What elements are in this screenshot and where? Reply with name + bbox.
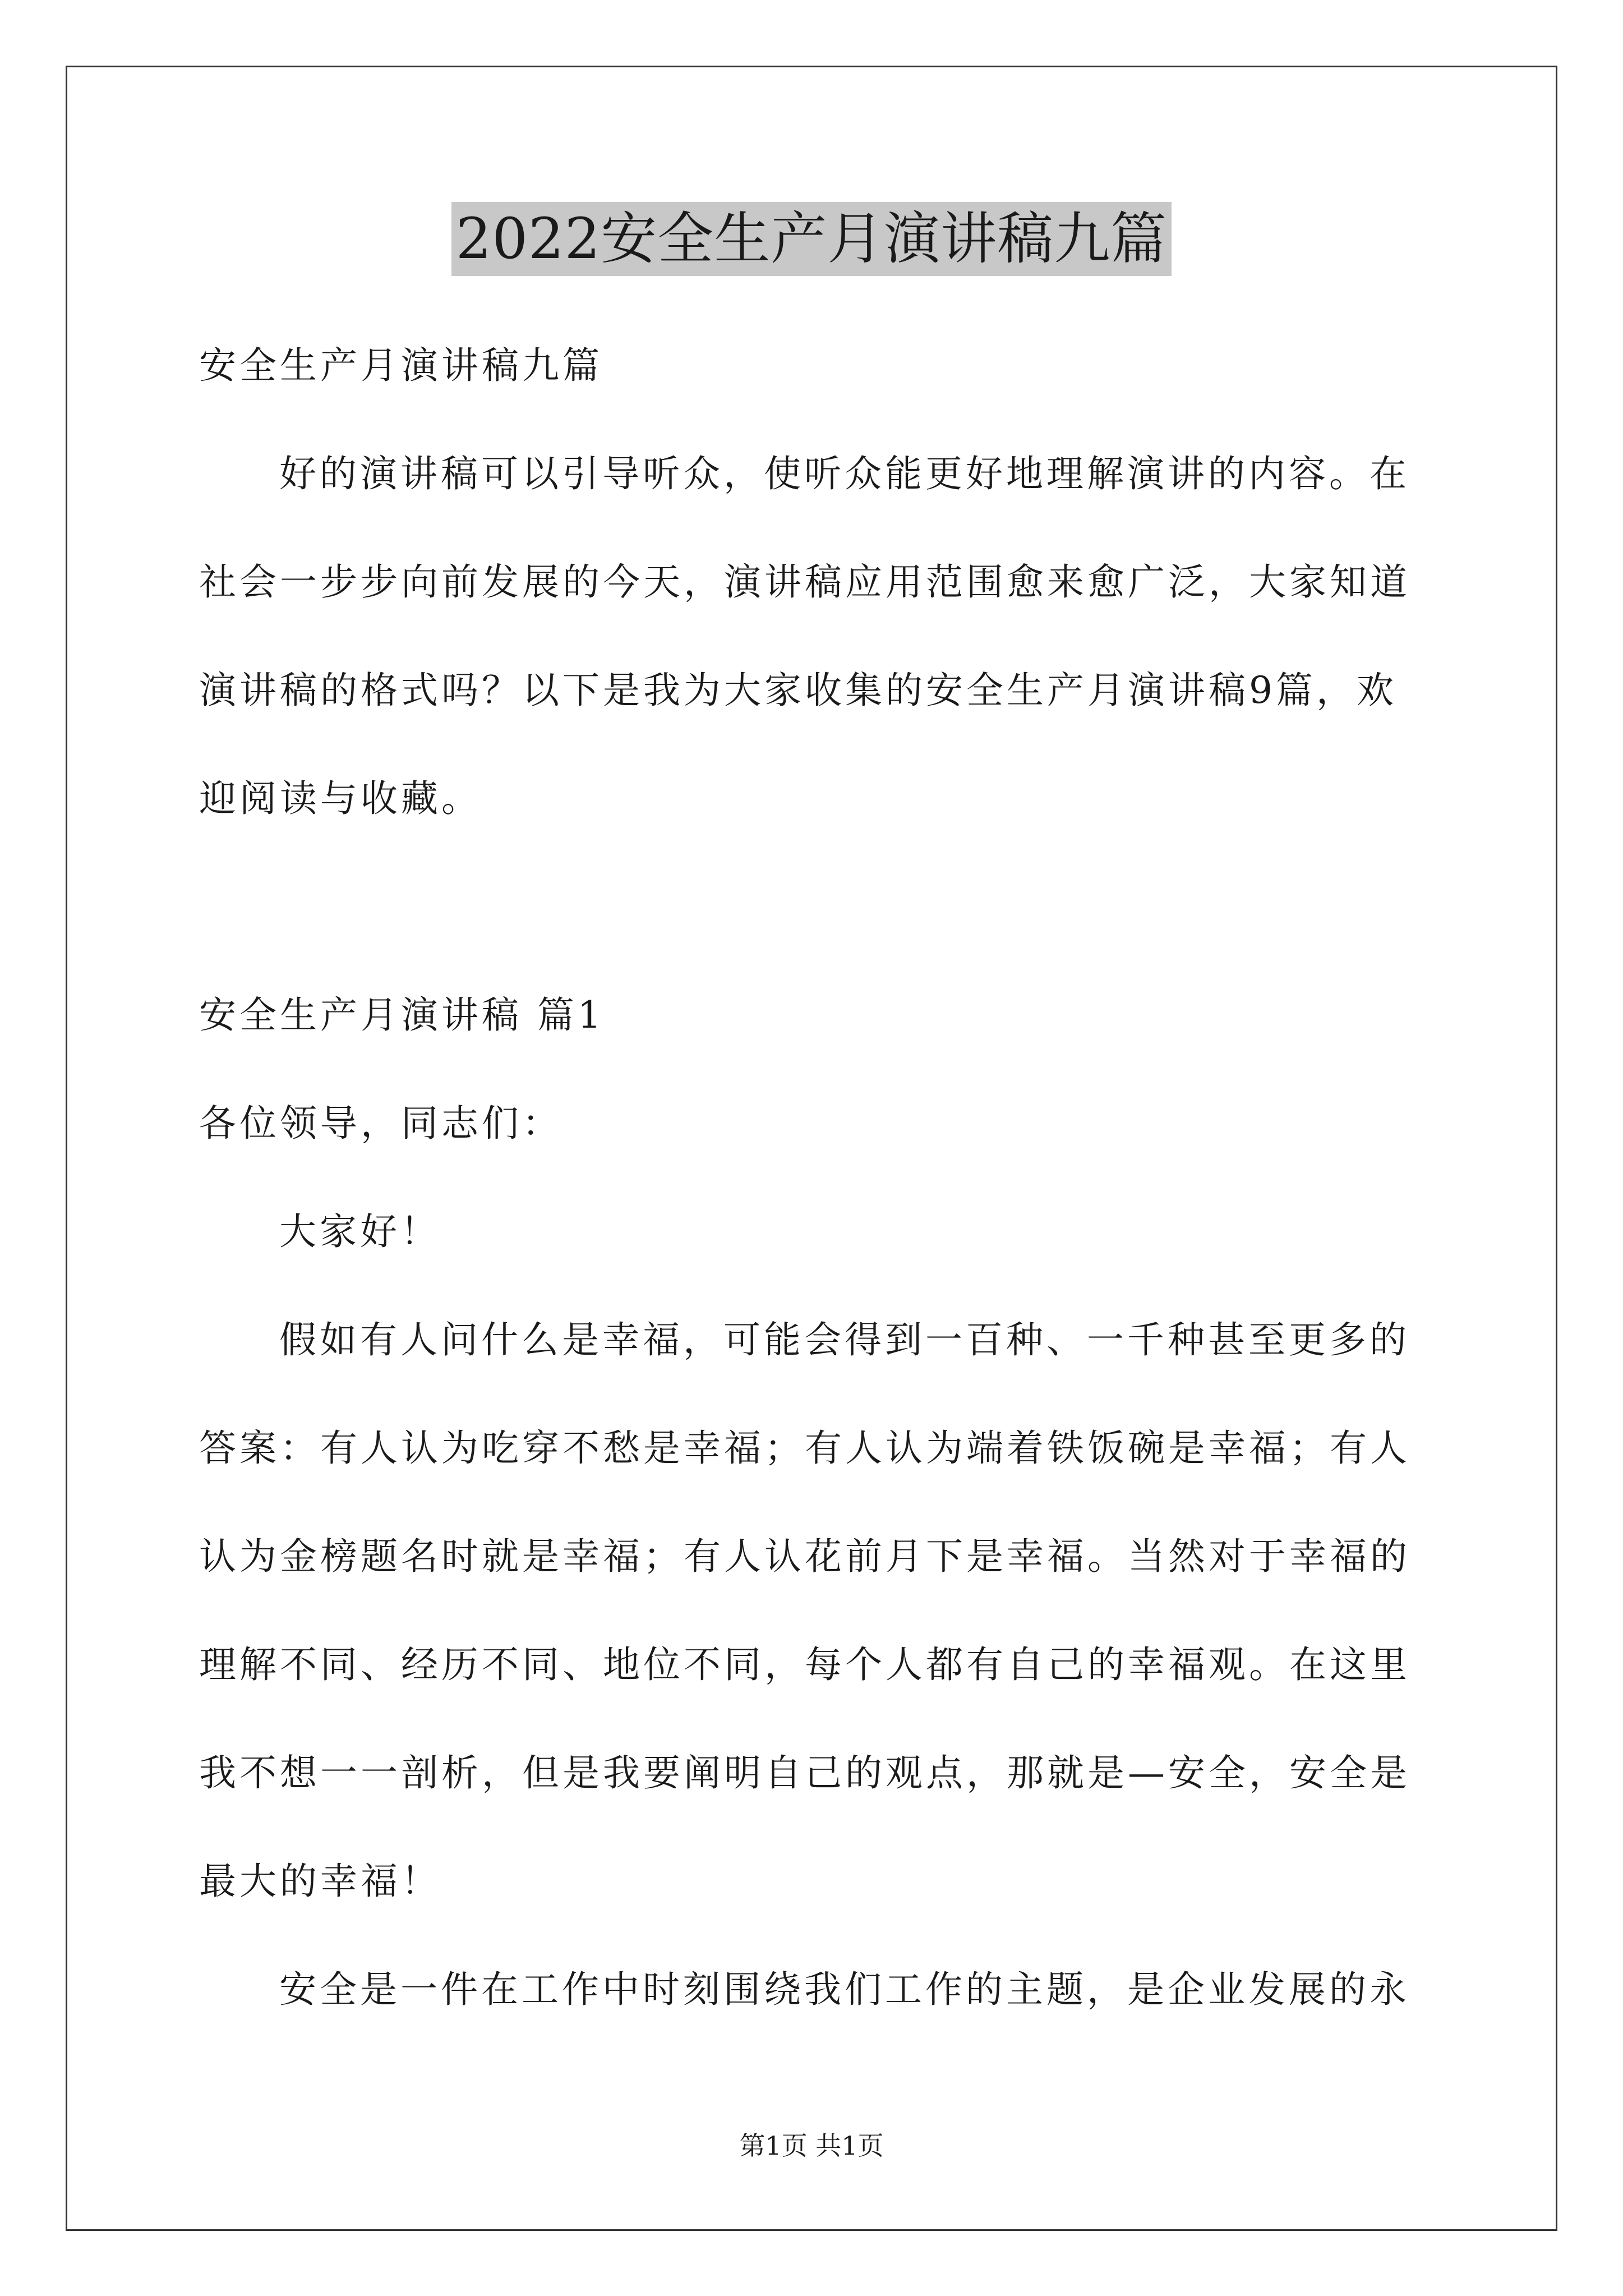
body-line-3: 认为金榜题名时就是幸福；有人认花前月下是幸福。当然对于幸福的: [199, 1535, 1410, 1578]
body-line-2: 答案：有人认为吃穿不愁是幸福；有人认为端着铁饭碗是幸福；有人: [199, 1427, 1410, 1470]
intro-line-2: 社会一步步向前发展的今天，演讲稿应用范围愈来愈广泛，大家知道: [199, 560, 1410, 604]
title-container: [0, 202, 1623, 276]
greeting: 大家好！: [279, 1210, 441, 1253]
document-title: 2022安全生产月演讲稿九篇: [451, 202, 1172, 276]
body-line-7: 安全是一件在工作中时刻围绕我们工作的主题，是企业发展的永: [279, 1968, 1410, 2011]
page-number: 第1页 共1页: [739, 2131, 884, 2161]
salutation: 各位领导，同志们：: [199, 1102, 562, 1145]
intro-line-4: 迎阅读与收藏。: [199, 777, 482, 820]
body-line-4: 理解不同、经历不同、地位不同，每个人都有自己的幸福观。在这里: [199, 1643, 1410, 1686]
intro-line-1: 好的演讲稿可以引导听众，使听众能更好地理解演讲的内容。在: [279, 452, 1410, 495]
document-subtitle: 安全生产月演讲稿九篇: [199, 344, 603, 387]
body-line-1: 假如有人问什么是幸福，可能会得到一百种、一千种甚至更多的: [279, 1318, 1410, 1361]
intro-line-3: 演讲稿的格式吗？以下是我为大家收集的安全生产月演讲稿9篇，欢: [199, 669, 1397, 712]
paragraph-gap: [199, 853, 1433, 961]
body-line-6: 最大的幸福！: [199, 1860, 441, 1903]
body-line-5: 我不想一一剖析，但是我要阐明自己的观点，那就是—安全，安全是: [199, 1751, 1410, 1795]
document-body: [199, 311, 1433, 2044]
section-heading: 安全生产月演讲稿 篇1: [199, 993, 605, 1037]
